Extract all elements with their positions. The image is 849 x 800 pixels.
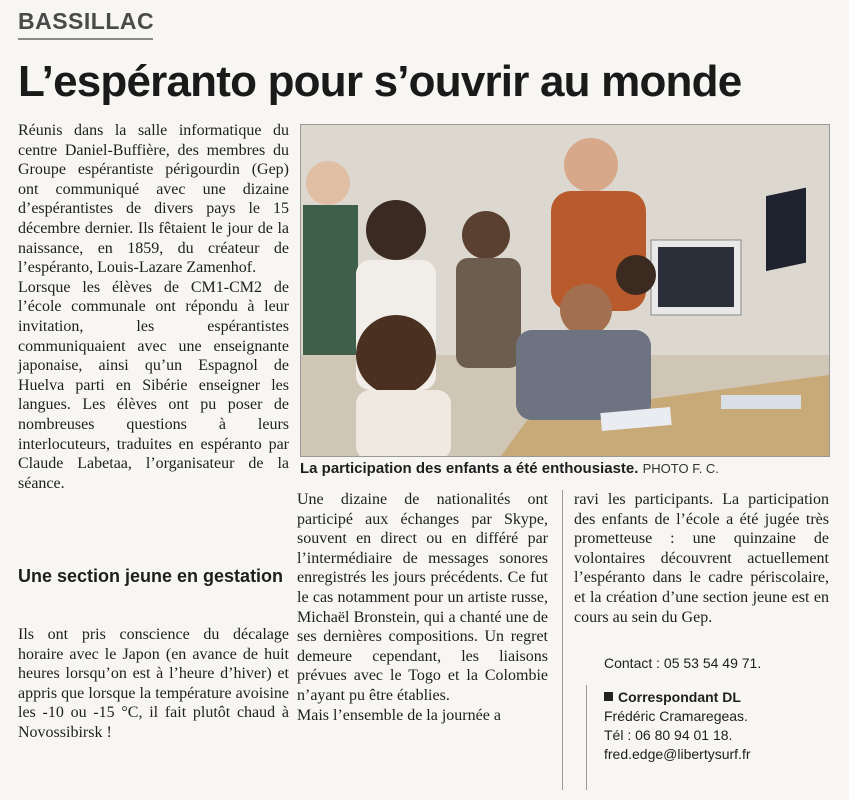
caption-text: La participation des enfants a été enthousiaste.	[300, 460, 639, 477]
article-headline: L’espéranto pour s’ouvrir au monde	[18, 57, 742, 106]
correspondent-box	[604, 688, 751, 764]
kicker-underline	[18, 38, 153, 40]
photo-credit: PHOTO F. C.	[642, 461, 719, 476]
classroom-photo-illustration	[301, 125, 829, 456]
article-photo	[300, 124, 830, 457]
photo-caption	[300, 460, 830, 477]
contact-line: Contact : 05 53 54 49 71.	[604, 655, 762, 671]
correspondent-email[interactable]: fred.edge@libertysurf.fr	[604, 746, 751, 762]
paragraph: Une dizaine de nationalités ont participé aux échanges par Skype, souvent en direct ou en différé par l’intermédiaire de messages sonores enregistrés les jours précédents. Ce fut le cas notamment pour un artiste russe, Michaël Bronstein, qui a chanté une de ses dernières compositions. Un regret demeure cependant, les liaisons prévues avec le Togo et la Colombie n’ayant pu être établies.	[297, 491, 548, 704]
correspondent-phone: Tél : 06 80 94 01 18.	[604, 727, 733, 743]
correspondent-divider	[586, 685, 587, 790]
correspondent-title-text: Correspondant DL	[618, 689, 741, 705]
subheading: Une section jeune en gestation	[18, 566, 284, 586]
paragraph: Mais l’ensemble de la journée a	[297, 706, 501, 724]
paragraph: ravi les participants. La participation des enfants de l’école a été jugée très prometteuse : une quinzaine de volontaires découvrent actuellement l’espéranto dans le cadre périscolaire, et la création d’une section jeune est en cours au sein du Gep.	[574, 491, 829, 626]
bullet-square-icon	[604, 692, 613, 701]
paragraph: Ils ont pris conscience du décalage horaire avec le Japon (en avance de huit heures lorsqu’on est à l’heure d’hiver) et appris que lorsque la température avoisine les -10 ou -15 °C, il fait plutôt chaud à Novossibirsk !	[18, 626, 289, 741]
column-3	[574, 490, 829, 627]
paragraph: Réunis dans la salle informatique du centre Daniel-Buffière, des membres du Groupe espérantiste périgourdin (Gep) ont communiqué avec une dizaine d’espérantistes de divers pays le 15 décembre dernier. Ils fêtaient le jour de la naissance, en 1859, du créateur de l’espéranto, Louis-Lazare Zamenhof.	[18, 122, 289, 277]
section-kicker: BASSILLAC	[18, 8, 155, 34]
column-1	[18, 121, 289, 493]
correspondent-name: Frédéric Cramaregeas.	[604, 708, 748, 724]
column-1-continued	[18, 625, 289, 743]
column-2	[297, 490, 548, 725]
paragraph: Lorsque les élèves de CM1-CM2 de l’école communale ont répondu à leur invitation, les espérantistes communiquaient avec une enseignante japonaise, ainsi qu’un Espagnol de Huelva parti en Sibérie enseigner les langues. Les élèves ont pu poser de nombreuses questions à leurs interlocuteurs, traduites en espéranto par Claude Labetaa, l’organisateur de la séance.	[18, 278, 289, 492]
column-divider	[562, 490, 563, 790]
correspondent-title	[604, 688, 751, 707]
